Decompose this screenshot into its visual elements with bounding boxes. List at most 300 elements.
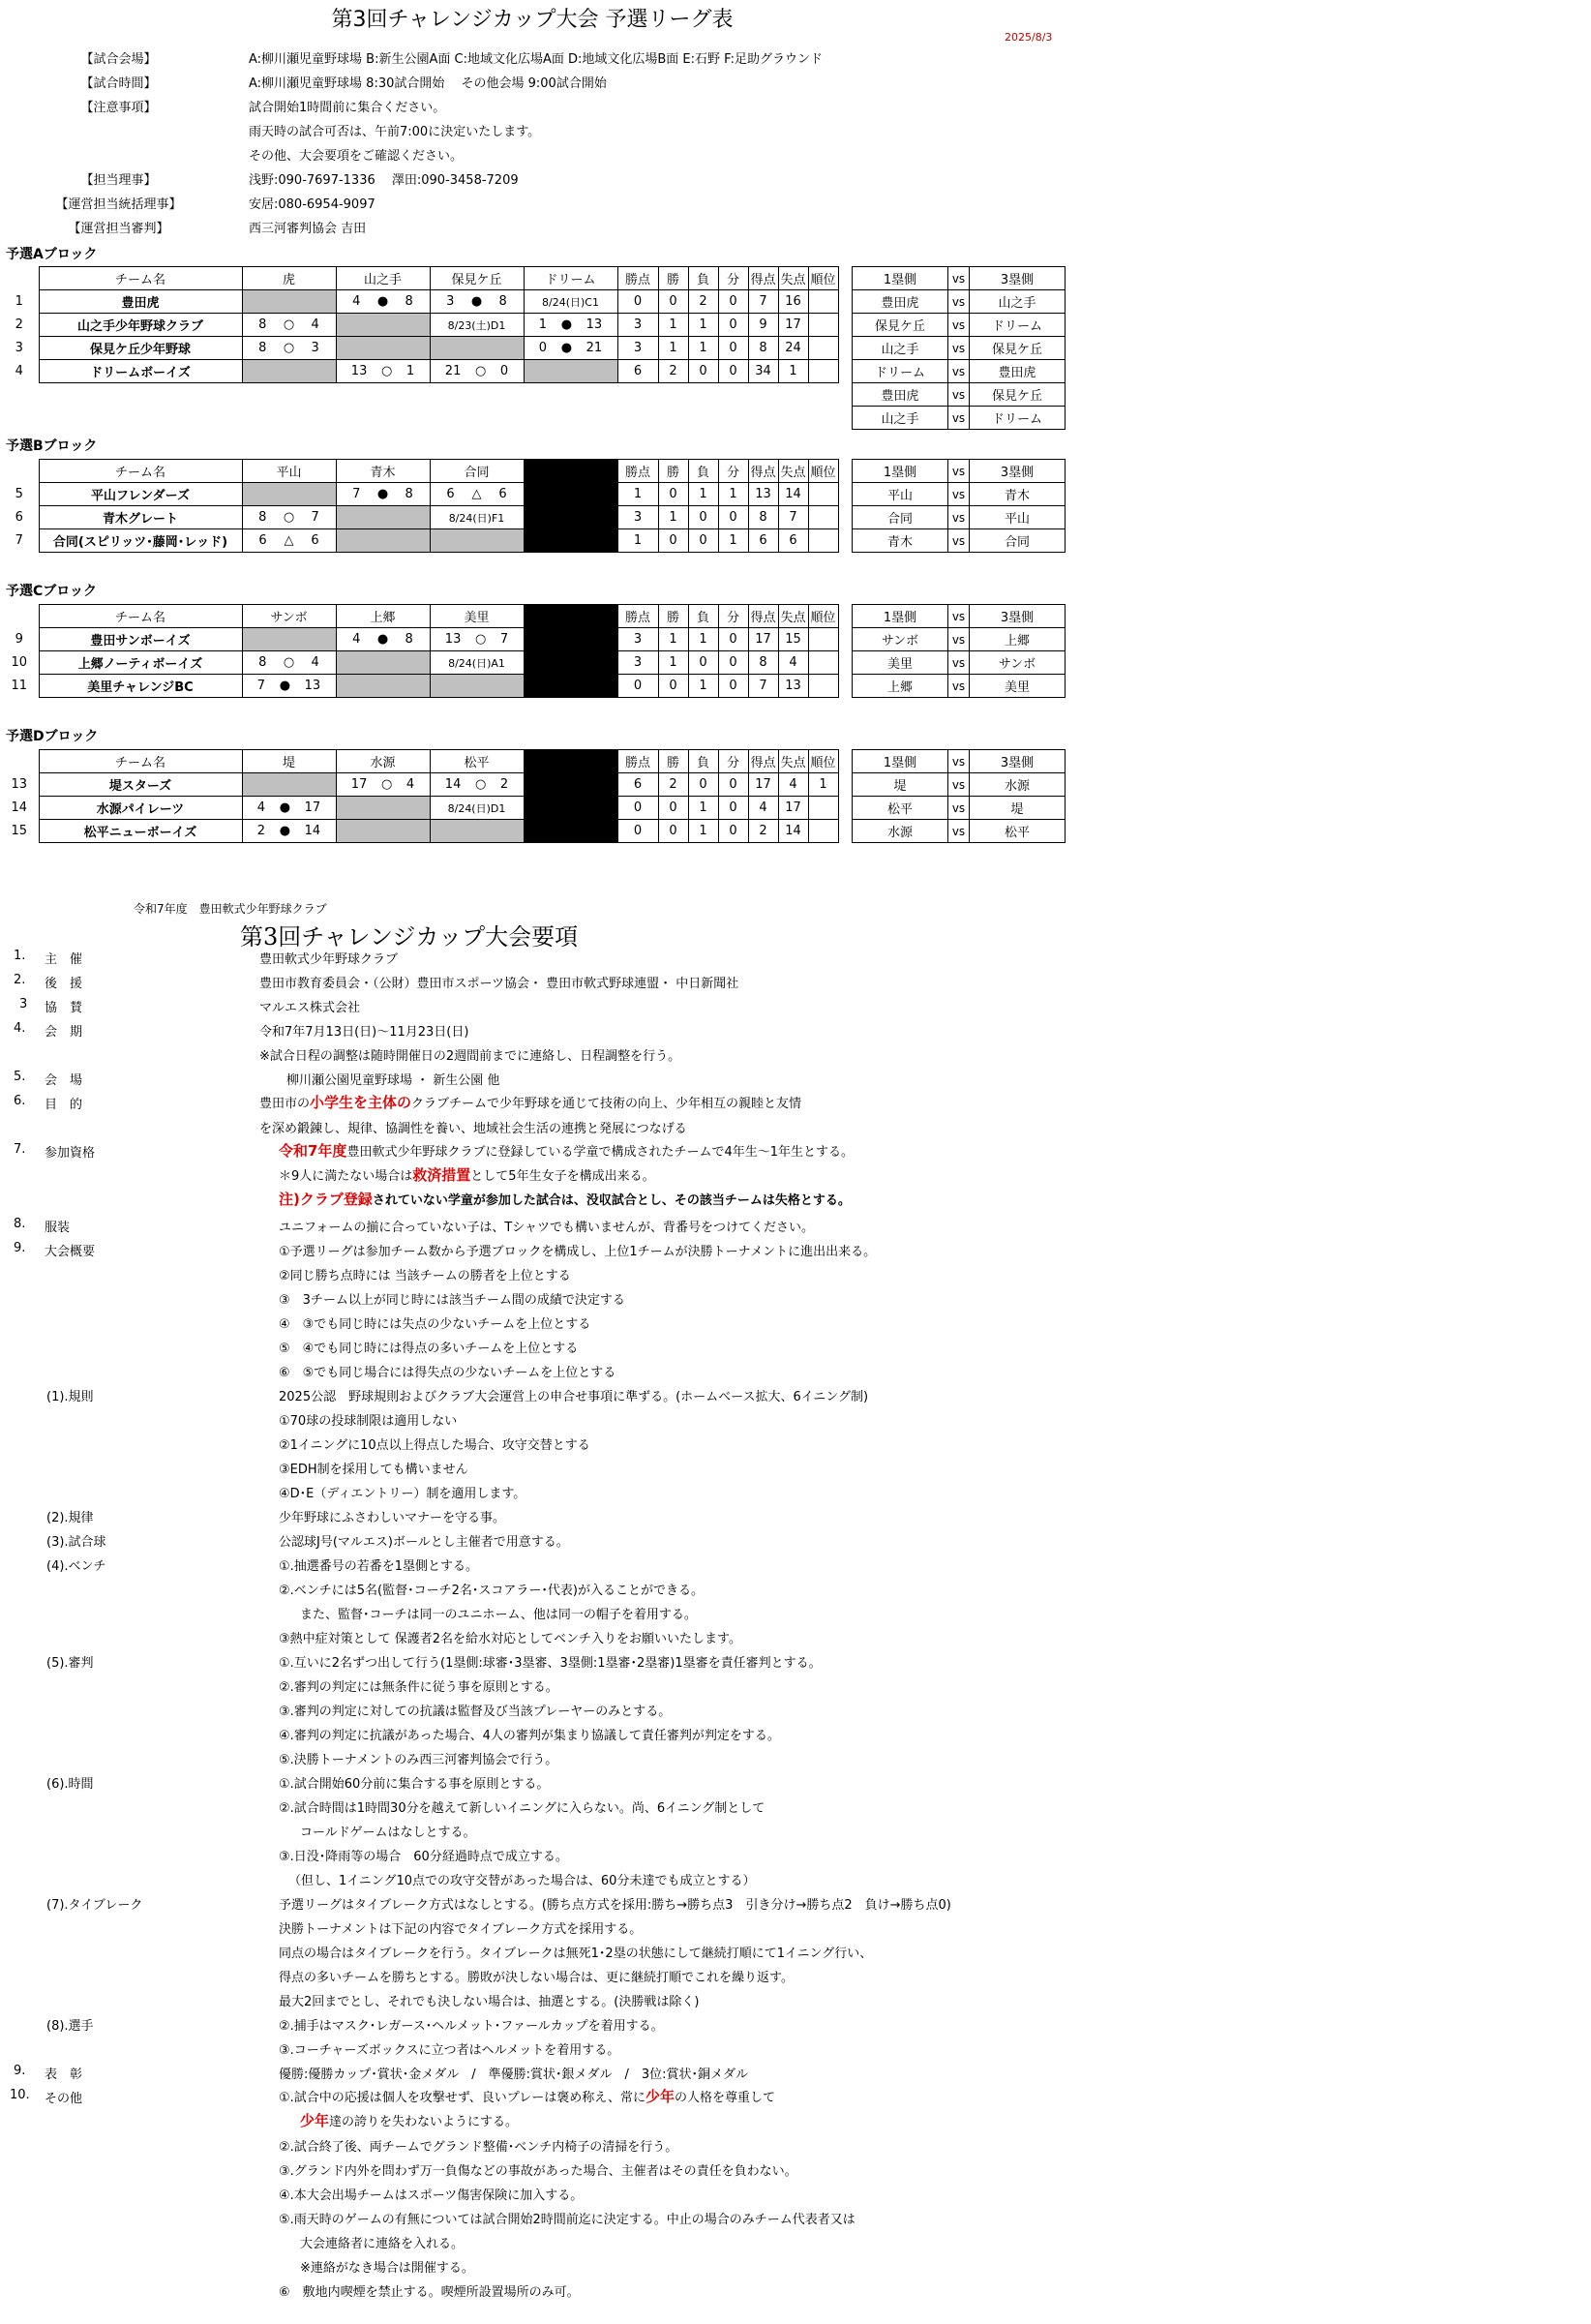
result-part: ○ — [283, 341, 295, 355]
result-part: 8 — [405, 632, 413, 647]
away-team: 美里 — [970, 675, 1066, 698]
stat-cell — [808, 483, 838, 506]
result-cell — [430, 483, 524, 506]
header-vs: vs — [948, 267, 970, 290]
result-part: 7 — [311, 510, 319, 525]
req-value: 同点の場合はタイブレークを行う。タイブレークは無死1･2塁の状態にして継続打順にて1イニング行い、 — [279, 1947, 873, 1961]
req-value: また、監督･コーチは同一のユニホーム、他は同一の帽子を着用する。 — [300, 1608, 697, 1622]
result-part: 3 — [311, 341, 319, 355]
req-key: 参加資格 — [45, 1146, 96, 1161]
result-part: 13 — [585, 317, 603, 332]
req-value: ＊9人に満たない場合は救済措置として5年生女子を構成出来る。 — [279, 1166, 655, 1184]
home-team: 山之手 — [853, 407, 948, 430]
header-rs: 得点 — [748, 267, 778, 290]
stat-cell: 0 — [688, 773, 718, 797]
standings-table — [0, 459, 839, 553]
header-team: チーム名 — [39, 750, 242, 773]
stat-cell: 0 — [718, 290, 748, 314]
stat-cell: 14 — [778, 483, 808, 506]
team-name: 保見ケ丘少年野球 — [39, 337, 242, 360]
req-value: ③.グランド内外を問わず万一負傷などの事故があった場合、主催者はその責任を負わない。 — [279, 2164, 797, 2179]
header-opponent: 平山 — [242, 460, 336, 483]
result-part: 17 — [304, 800, 321, 815]
req-key: 目 的 — [45, 1098, 83, 1112]
result-part: 8 — [258, 317, 267, 332]
result-part: 21 — [585, 341, 603, 355]
vs-label: vs — [948, 675, 970, 698]
standings-table — [0, 749, 839, 843]
stat-cell: 0 — [658, 797, 688, 820]
header-opponent: 山之手 — [336, 267, 430, 290]
away-team: 山之手 — [970, 290, 1066, 314]
req-value: ⑤ ④でも同じ時には得点の多いチームを上位とする — [279, 1342, 579, 1356]
req-num: 10. — [10, 2088, 30, 2102]
header-away: 3塁側 — [970, 750, 1066, 773]
result-cell — [336, 290, 430, 314]
home-team: 保見ケ丘 — [853, 314, 948, 337]
table-row — [0, 314, 838, 337]
header-rank: 順位 — [808, 605, 838, 628]
result-part: 3 — [446, 294, 455, 309]
result-part: 4 — [311, 655, 319, 670]
req-value: 少年野球にふさわしいマナーを守る事。 — [279, 1511, 506, 1525]
result-cell — [242, 529, 336, 553]
stat-cell — [808, 628, 838, 651]
self-cell — [336, 506, 430, 529]
row-no: 6 — [15, 510, 23, 525]
result-part: 8 — [405, 294, 413, 309]
matchup-row — [853, 506, 1066, 529]
result-part: ○ — [474, 364, 487, 378]
header-d: 分 — [718, 750, 748, 773]
req-value: 豊田市教育委員会・（公財）豊田市スポーツ協会・ 豊田市軟式野球連盟・ 中日新聞社 — [259, 977, 739, 991]
stat-cell: 3 — [617, 628, 658, 651]
req-value: ②.試合終了後、両チームでグランド整備･ベンチ内椅子の清掃を行う。 — [279, 2140, 678, 2155]
black-cell — [524, 605, 617, 698]
self-cell — [242, 290, 336, 314]
stat-cell: 2 — [658, 773, 688, 797]
header-opponent: 松平 — [430, 750, 524, 773]
self-cell — [336, 314, 430, 337]
req-value: ①.抽選番号の若番を1塁側とする。 — [279, 1559, 479, 1574]
stat-cell: 24 — [778, 337, 808, 360]
stat-cell: 17 — [778, 797, 808, 820]
matchup-row — [853, 337, 1066, 360]
result-part: 6 — [311, 533, 319, 548]
home-team: 堤 — [853, 773, 948, 797]
stat-cell: 6 — [617, 773, 658, 797]
stat-cell: 0 — [718, 360, 748, 383]
header-rs: 得点 — [748, 750, 778, 773]
team-name: 合同(スピリッツ･藤岡･レッド) — [39, 529, 242, 553]
self-cell — [430, 675, 524, 698]
header-l: 負 — [688, 605, 718, 628]
stat-cell: 2 — [748, 820, 778, 843]
stat-cell: 6 — [617, 360, 658, 383]
table-row — [0, 797, 838, 820]
req-value: ユニフォームの揃に合っていない子は、Tシャツでも構いませんが、背番号をつけてください。 — [279, 1221, 815, 1235]
stat-cell: 1 — [688, 314, 718, 337]
result-cell — [336, 628, 430, 651]
team-name: 平山フレンダーズ — [39, 483, 242, 506]
stat-cell: 0 — [617, 675, 658, 698]
row-no: 3 — [15, 341, 23, 355]
header-opponent: サンボ — [242, 605, 336, 628]
empty-cell — [242, 360, 336, 383]
away-team: 合同 — [970, 529, 1066, 553]
header-no — [0, 267, 39, 290]
req-num: 9. — [14, 1241, 26, 1255]
stat-cell: 1 — [688, 337, 718, 360]
info-label: 【試合会場】 — [80, 52, 157, 67]
block-title: 予選Dブロック — [6, 729, 99, 744]
home-team: 青木 — [853, 529, 948, 553]
stat-cell: 1 — [688, 797, 718, 820]
table-row — [0, 337, 838, 360]
req-value: 令和7年7月13日(日)～11月23日(日) — [259, 1025, 469, 1040]
req-value: 注)クラブ登録されていない学童が参加した試合は、没収試合とし、その該当チームは失格とする。 — [279, 1191, 851, 1208]
self-cell — [336, 651, 430, 675]
stat-cell — [808, 529, 838, 553]
header-no — [0, 605, 39, 628]
info-label: 【運営担当統括理事】 — [55, 197, 182, 212]
stat-cell: 17 — [748, 628, 778, 651]
stat-cell: 0 — [718, 797, 748, 820]
stat-cell: 17 — [778, 314, 808, 337]
vs-label: vs — [948, 797, 970, 820]
result-part: 8 — [498, 294, 507, 309]
team-name: ドリームボーイズ — [39, 360, 242, 383]
vs-label: vs — [948, 820, 970, 843]
result-part: 1 — [405, 364, 415, 378]
stat-cell: 0 — [658, 529, 688, 553]
req-value: 少年達の誇りを失わないようにする。 — [300, 2112, 519, 2129]
home-team: 豊田虎 — [853, 290, 948, 314]
header-home: 1塁側 — [853, 750, 948, 773]
info-value: 安居:080-6954-9097 — [249, 197, 375, 212]
header-home: 1塁側 — [853, 460, 948, 483]
stat-cell: 1 — [808, 773, 838, 797]
header-team: チーム名 — [39, 605, 242, 628]
stat-cell: 14 — [778, 820, 808, 843]
table-row — [0, 651, 838, 675]
vs-label: vs — [948, 407, 970, 430]
stat-cell: 4 — [778, 773, 808, 797]
stat-cell: 1 — [617, 529, 658, 553]
req-key: 主 催 — [45, 952, 83, 967]
req-sub-key: (8).選手 — [46, 2019, 94, 2034]
req-value: ③ 3チーム以上が同じ時には該当チーム間の成績で決定する — [279, 1293, 625, 1308]
req-value: ③EDH制を採用しても構いません — [279, 1463, 468, 1477]
team-name: 上郷ノーティボーイズ — [39, 651, 242, 675]
header-d: 分 — [718, 460, 748, 483]
header-d: 分 — [718, 267, 748, 290]
team-name: 豊田サンボーイズ — [39, 628, 242, 651]
table-row — [0, 360, 838, 383]
self-cell — [430, 337, 524, 360]
stat-cell: 8 — [748, 506, 778, 529]
stat-cell: 0 — [617, 797, 658, 820]
header-opponent: 合同 — [430, 460, 524, 483]
header-opponent: 水源 — [336, 750, 430, 773]
stat-cell: 1 — [658, 628, 688, 651]
header-no — [0, 750, 39, 773]
header-opponent: 保見ケ丘 — [430, 267, 524, 290]
self-cell — [336, 797, 430, 820]
result-cell — [336, 483, 430, 506]
req-sub-key: (3).試合球 — [46, 1535, 106, 1550]
stat-cell: 9 — [748, 314, 778, 337]
stat-cell: 0 — [718, 337, 748, 360]
header-w: 勝 — [658, 750, 688, 773]
matchup-row — [853, 773, 1066, 797]
stat-cell — [808, 820, 838, 843]
stat-cell: 6 — [748, 529, 778, 553]
stat-cell: 0 — [658, 820, 688, 843]
matchup-row — [853, 797, 1066, 820]
result-part: 6 — [498, 487, 507, 501]
stat-cell: 4 — [748, 797, 778, 820]
req-title: 第3回チャレンジカップ大会要項 — [240, 923, 579, 951]
result-part: ● — [376, 487, 389, 501]
stat-cell: 3 — [617, 337, 658, 360]
matchup-row — [853, 290, 1066, 314]
vs-label: vs — [948, 529, 970, 553]
result-part: 8 — [258, 655, 267, 670]
stat-cell: 34 — [748, 360, 778, 383]
result-part: 14 — [444, 777, 462, 792]
team-name: 豊田虎 — [39, 290, 242, 314]
away-team: ドリーム — [970, 407, 1066, 430]
req-value: ③熱中症対策として 保護者2名を給水対応としてベンチ入りをお願いいたします。 — [279, 1632, 742, 1646]
team-name: 堤スターズ — [39, 773, 242, 797]
stat-cell: 1 — [778, 360, 808, 383]
req-value: ①.試合中の応援は個人を攻撃せず、良いプレーは褒め称え、常に少年の人格を尊重して — [279, 2088, 776, 2105]
matchup-row — [853, 383, 1066, 407]
header-w: 勝 — [658, 605, 688, 628]
req-value: ③.コーチャーズボックスに立つ者はヘルメットを着用する。 — [279, 2043, 620, 2058]
result-cell — [242, 820, 336, 843]
req-key: 表 彰 — [45, 2067, 83, 2082]
result-part: 7 — [352, 487, 361, 501]
stat-cell — [808, 797, 838, 820]
stat-cell: 1 — [658, 506, 688, 529]
stat-cell: 1 — [718, 529, 748, 553]
result-part: 13 — [304, 679, 321, 693]
standings-table — [0, 266, 839, 383]
result-part: 21 — [444, 364, 462, 378]
table-row — [0, 628, 838, 651]
req-value: ②.捕手はマスク･レガース･ヘルメット･ファールカップを着用する。 — [279, 2019, 664, 2034]
req-value: 優勝:優勝カップ･賞状･金メダル / 準優勝:賞状･銀メダル / 3位:賞状･銅メダル — [279, 2067, 749, 2082]
req-value: 決勝トーナメントは下記の内容でタイブレーク方式を採用する。 — [279, 1922, 643, 1937]
result-part: 2 — [256, 824, 266, 838]
req-key: 会 期 — [45, 1025, 83, 1040]
schedule-cell: 8/24(日)A1 — [430, 651, 524, 675]
away-team: 豊田虎 — [970, 360, 1066, 383]
away-team: 水源 — [970, 773, 1066, 797]
stat-cell: 0 — [718, 314, 748, 337]
result-part: ○ — [474, 777, 487, 792]
stat-cell: 2 — [688, 290, 718, 314]
header-home: 1塁側 — [853, 605, 948, 628]
vs-label: vs — [948, 337, 970, 360]
stat-cell: 6 — [778, 529, 808, 553]
stat-cell: 0 — [617, 820, 658, 843]
header-no — [0, 460, 39, 483]
team-name: 美里チャレンジBC — [39, 675, 242, 698]
row-no: 9 — [15, 632, 23, 647]
team-name: 水源パイレーツ — [39, 797, 242, 820]
req-value: 豊田軟式少年野球クラブ — [259, 952, 399, 967]
empty-cell — [336, 529, 430, 553]
matchup-row — [853, 314, 1066, 337]
header-away: 3塁側 — [970, 460, 1066, 483]
away-team: 上郷 — [970, 628, 1066, 651]
stat-cell: 0 — [658, 675, 688, 698]
stat-cell: 0 — [718, 651, 748, 675]
result-cell — [242, 797, 336, 820]
result-part: ● — [279, 679, 291, 693]
req-key: 服装 — [45, 1221, 71, 1235]
home-team: 豊田虎 — [853, 383, 948, 407]
result-cell — [430, 773, 524, 797]
header-l: 負 — [688, 460, 718, 483]
block-title: 予選Aブロック — [6, 247, 98, 262]
stat-cell — [808, 675, 838, 698]
header-l: 負 — [688, 750, 718, 773]
header-w: 勝 — [658, 460, 688, 483]
home-team: ドリーム — [853, 360, 948, 383]
row-no: 15 — [11, 824, 28, 838]
req-num: 1. — [14, 949, 26, 963]
stat-cell: 13 — [748, 483, 778, 506]
req-key: 後 援 — [45, 977, 83, 991]
result-part: 0 — [499, 364, 509, 378]
stat-cell: 0 — [688, 529, 718, 553]
stat-cell — [808, 337, 838, 360]
stat-cell — [808, 290, 838, 314]
stat-cell: 2 — [658, 360, 688, 383]
result-part: ● — [560, 317, 573, 332]
vs-label: vs — [948, 651, 970, 675]
row-no: 11 — [11, 679, 28, 693]
stat-cell: 13 — [778, 675, 808, 698]
req-sub-key: (2).規律 — [46, 1511, 94, 1525]
req-value: 令和7年度豊田軟式少年野球クラブに登録している学童で構成されたチームで4年生～1年生とする。 — [279, 1142, 854, 1160]
result-part: 8 — [258, 341, 267, 355]
matchup-row — [853, 675, 1066, 698]
req-sub-key: (7).タイブレーク — [46, 1898, 143, 1913]
matchup-row — [853, 651, 1066, 675]
header-d: 分 — [718, 605, 748, 628]
result-part: 4 — [405, 777, 415, 792]
empty-cell — [336, 820, 430, 843]
matchup-row — [853, 628, 1066, 651]
stat-cell: 3 — [617, 314, 658, 337]
header-ra: 失点 — [778, 267, 808, 290]
matchup-table — [852, 604, 1066, 698]
stat-cell: 17 — [748, 773, 778, 797]
stat-cell: 16 — [778, 290, 808, 314]
req-sub-key: (6).時間 — [46, 1777, 94, 1792]
row-no: 13 — [11, 777, 28, 792]
away-team: 堤 — [970, 797, 1066, 820]
req-num: 9. — [14, 2064, 26, 2078]
self-cell — [430, 820, 524, 843]
result-part: 7 — [256, 679, 266, 693]
result-part: ○ — [283, 655, 295, 670]
standings-table — [0, 604, 839, 698]
req-value: マルエス株式会社 — [259, 1001, 361, 1015]
away-team: 松平 — [970, 820, 1066, 843]
info-label: 【試合時間】 — [80, 76, 157, 91]
result-part: 6 — [258, 533, 267, 548]
result-part: 13 — [350, 364, 368, 378]
header-team: チーム名 — [39, 267, 242, 290]
req-value: コールドゲームはなしとする。 — [300, 1826, 476, 1840]
req-organizer: 令和7年度 豊田軟式少年野球クラブ — [134, 902, 327, 916]
result-cell — [336, 773, 430, 797]
schedule-cell: 8/24(日)F1 — [430, 506, 524, 529]
table-row — [0, 773, 838, 797]
stat-cell: 1 — [718, 483, 748, 506]
result-cell — [336, 360, 430, 383]
schedule-cell: 8/24(日)C1 — [524, 290, 617, 314]
black-cell — [524, 750, 617, 843]
result-part: 8 — [258, 510, 267, 525]
result-cell — [430, 360, 524, 383]
result-part: 13 — [444, 632, 462, 647]
stat-cell — [808, 651, 838, 675]
req-value: ④D･E（ディエントリー）制を適用します。 — [279, 1487, 526, 1501]
self-cell — [430, 529, 524, 553]
stat-cell: 1 — [658, 314, 688, 337]
row-no: 5 — [15, 487, 23, 501]
empty-cell — [336, 337, 430, 360]
result-cell — [242, 506, 336, 529]
req-value: 予選リーグはタイブレーク方式はなしとする。(勝ち点方式を採用:勝ち→勝ち点3 引き分け→勝ち点2 負け→勝ち点0) — [279, 1898, 951, 1913]
header-vs: vs — [948, 750, 970, 773]
stat-cell: 0 — [718, 506, 748, 529]
info-value: 浅野:090-7697-1336 澤田:090-3458-7209 — [249, 173, 519, 188]
row-no: 2 — [15, 317, 23, 332]
header-l: 負 — [688, 267, 718, 290]
result-part: △ — [471, 487, 482, 501]
table-row — [0, 675, 838, 698]
result-part: ○ — [283, 317, 295, 332]
req-value: ①.互いに2名ずつ出して行う(1塁側:球審･3塁審、3塁側:1塁審･2塁審)1塁審を責任審判とする。 — [279, 1656, 822, 1671]
page-title: 第3回チャレンジカップ大会 予選リーグ表 — [331, 8, 734, 32]
req-sub-key: (4).ベンチ — [46, 1559, 106, 1574]
header-pts: 勝点 — [617, 750, 658, 773]
result-part: 1 — [538, 317, 548, 332]
table-row — [0, 820, 838, 843]
req-key: その他 — [45, 2092, 83, 2106]
self-cell — [242, 773, 336, 797]
stat-cell: 1 — [688, 675, 718, 698]
stat-cell — [808, 506, 838, 529]
header-rs: 得点 — [748, 460, 778, 483]
result-part: 17 — [350, 777, 368, 792]
result-part: ○ — [380, 364, 393, 378]
away-team: サンボ — [970, 651, 1066, 675]
req-key: 会 場 — [45, 1073, 83, 1088]
home-team: サンボ — [853, 628, 948, 651]
req-value: ②.試合時間は1時間30分を越えて新しいイニングに入らない。尚、6イニング制として — [279, 1801, 765, 1816]
result-part: ● — [376, 294, 389, 309]
req-value: ⑤.決勝トーナメントのみ西三河審判協会で行う。 — [279, 1753, 558, 1767]
